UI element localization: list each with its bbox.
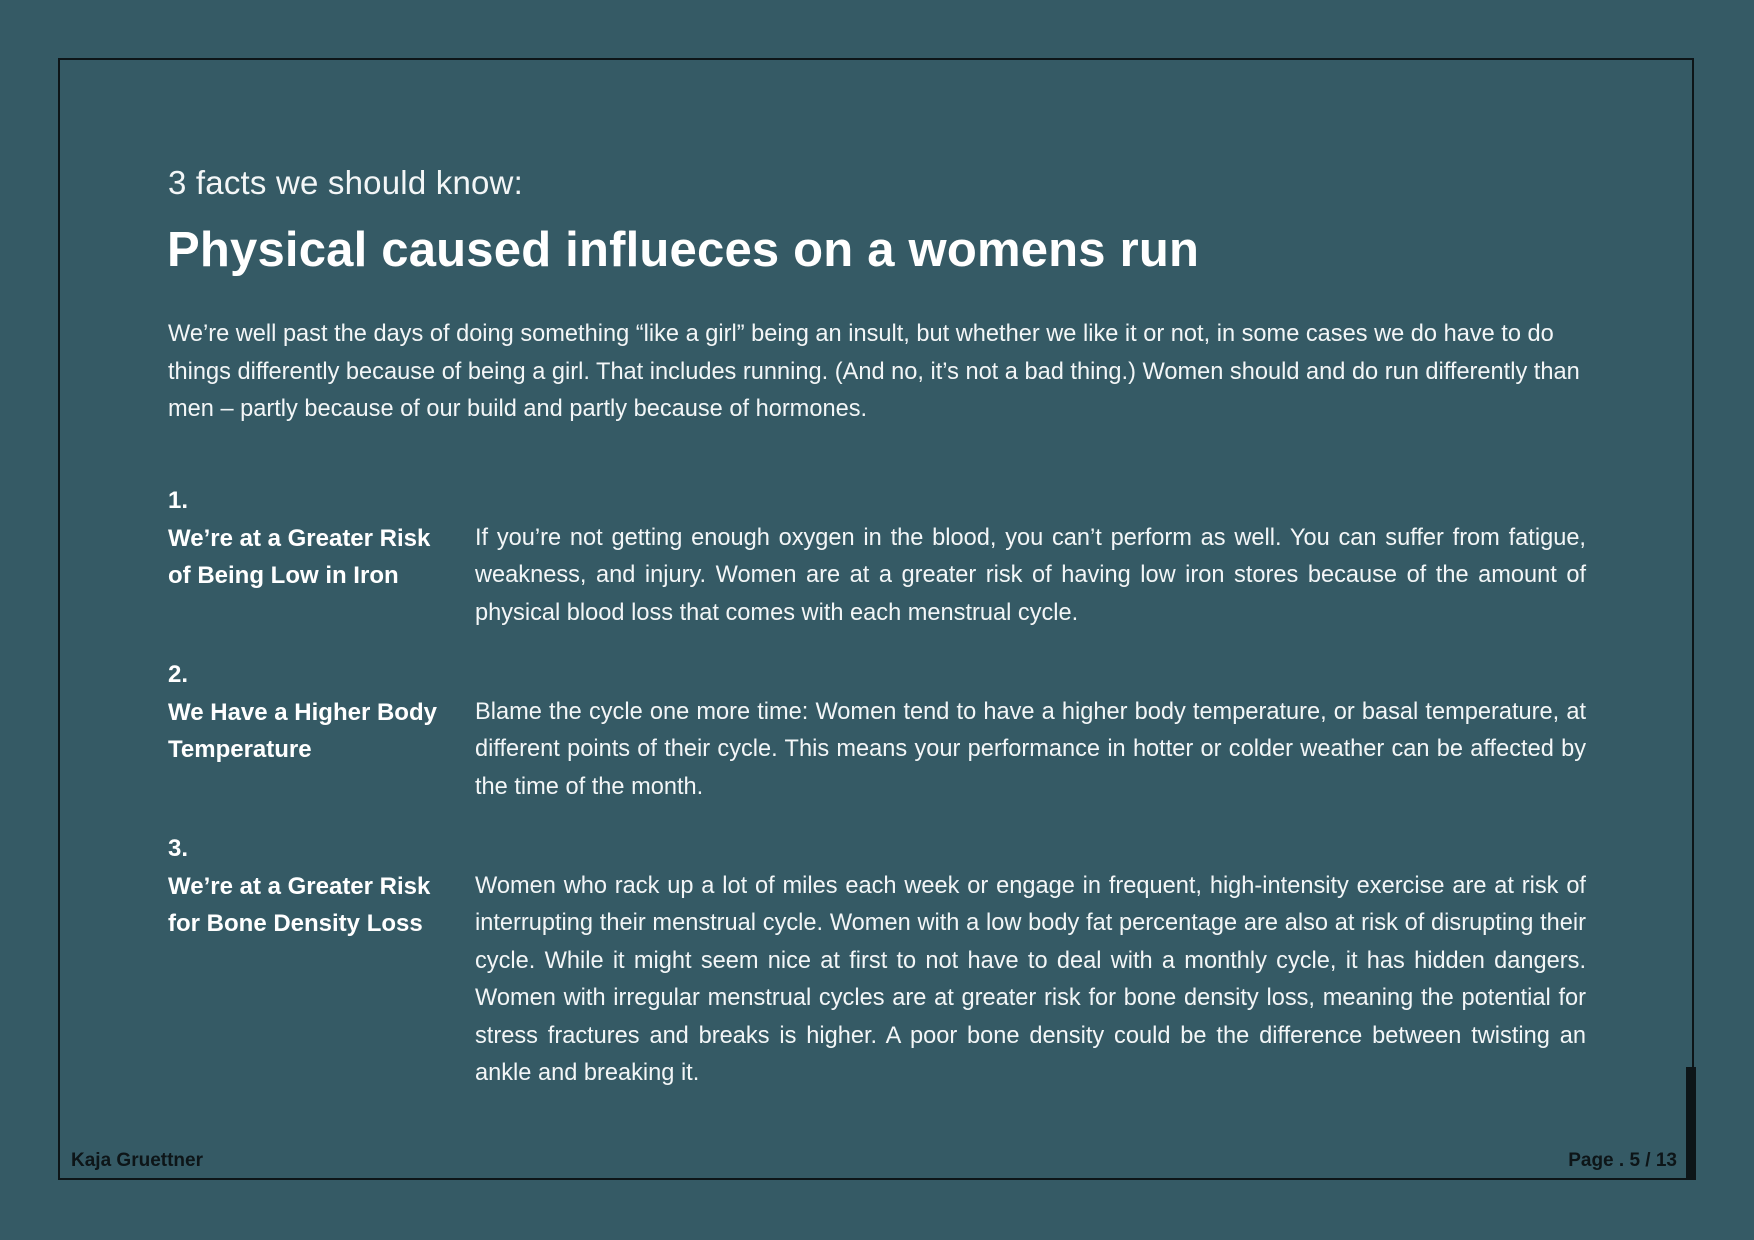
footer-author: Kaja Gruettner: [71, 1150, 203, 1171]
fact-body: Blame the cycle one more time: Women tend to have a higher body temperature, or basal temperature, at different points of their cycle. This means your performance in hotter or colder weather can be affected by the time of the month.: [475, 698, 1586, 800]
footer-page-number: Page . 5 / 13: [1568, 1150, 1677, 1171]
fact-1: [168, 482, 1586, 626]
fact-3: [168, 830, 1586, 1090]
fact-number: 1.: [168, 487, 189, 514]
section-kicker: 3 facts we should know:: [168, 164, 523, 201]
page-edge-bar: [1686, 1067, 1696, 1180]
fact-number: 3.: [168, 835, 189, 862]
fact-number: 2.: [168, 661, 189, 688]
fact-body: If you’re not getting enough oxygen in the blood, you can’t perform as well. You can suffer from fatigue, weakness, and injury. Women are at a greater risk of having low iron stores because of the amount of physical blood loss that comes with each menstrual cycle.: [475, 524, 1586, 626]
fact-heading: We’re at a Greater Risk of Being Low in Iron: [168, 524, 431, 589]
intro-paragraph: We’re well past the days of doing something “like a girl” being an insult, but whether we like it or not, in some cases we do have to do things differently because of being a girl. That includes running. (And no, it’s not a bad thing.) Women should and do run differently than men – partly because of our build and partly because of hormones.: [168, 321, 1580, 422]
fact-2: [168, 656, 1586, 800]
fact-body: Women who rack up a lot of miles each week or engage in frequent, high-intensity exercise are at risk of interrupting their menstrual cycle. Women with a low body fat percentage are also at risk of disrupting their cycle. While it might seem nice at first to not have to deal with a monthly cycle, it has hidden dangers. Women with irregular menstrual cycles are at greater risk for bone density loss, meaning the potential for stress fractures and breaks is higher. A poor bone density could be the difference between twisting an ankle and breaking it.: [475, 872, 1586, 1086]
page-title: Physical caused influeces on a womens run: [167, 223, 1200, 277]
fact-heading: We Have a Higher Body Temperature: [168, 698, 437, 763]
fact-heading: We’re at a Greater Risk for Bone Density Loss: [168, 872, 431, 937]
